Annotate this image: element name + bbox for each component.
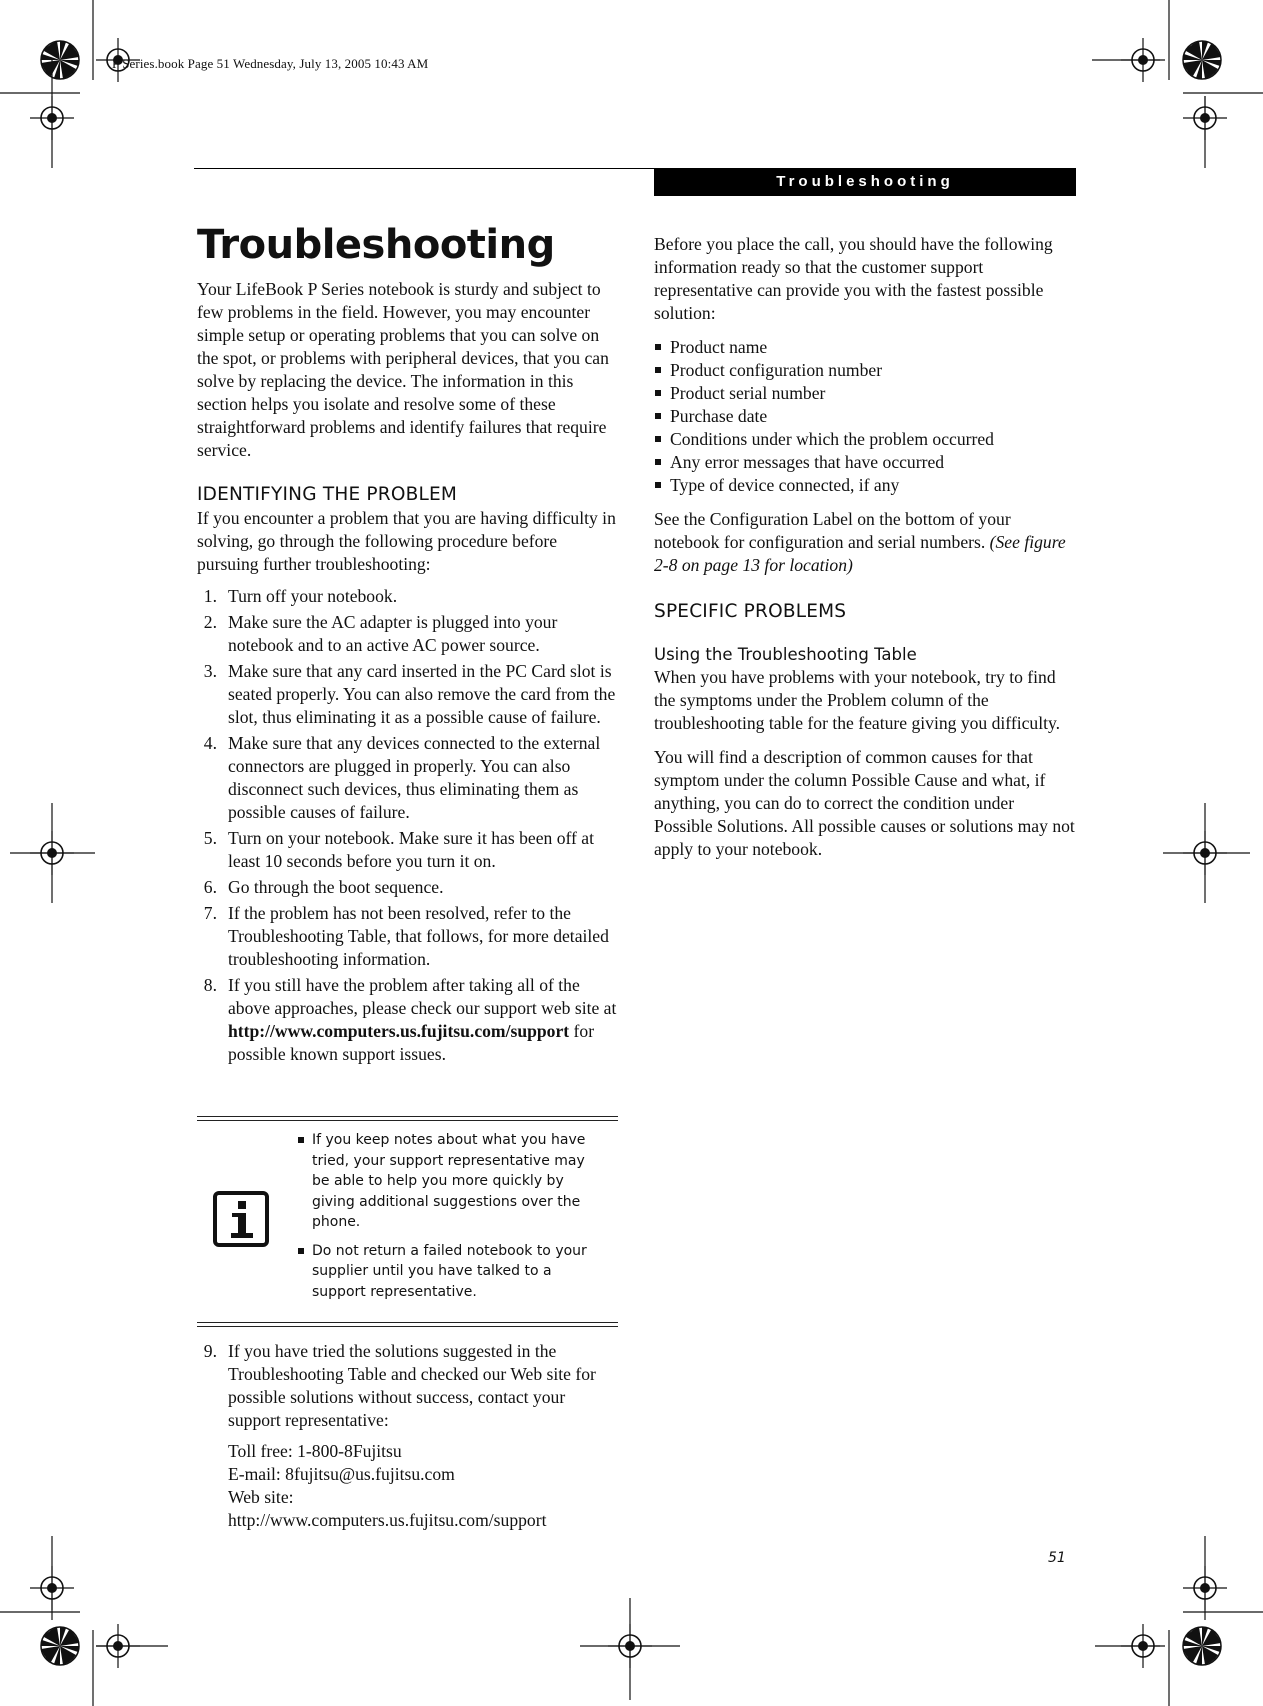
running-header: Troubleshooting — [654, 168, 1076, 196]
star-mark-icon — [41, 41, 79, 79]
web-url-link[interactable]: http://www.computers.us.fujitsu.com/support — [228, 1510, 547, 1530]
left-column-continued — [197, 1340, 617, 1532]
star-mark-icon — [1183, 1627, 1221, 1665]
contact-info — [197, 1440, 617, 1532]
web-label: Web site: — [228, 1487, 294, 1507]
star-mark-icon — [1183, 41, 1221, 79]
specific-problems-heading: SPECIFIC PROBLEMS — [654, 601, 847, 622]
procedure-steps-continued — [197, 1340, 617, 1432]
page-number: 51 — [1048, 1550, 1066, 1566]
info-list — [654, 336, 1076, 497]
info-icon — [213, 1191, 269, 1247]
list-item: 7. If the problem has not been resolved, refer to the Troubleshooting Table, that follows, for more detailed troubleshooting information. — [203, 903, 609, 969]
list-item: 3. Make sure that any card inserted in the PC Card slot is seated properly. You can also remove the card from the slot, thus eliminating it as a possible cause of failure. — [203, 661, 616, 727]
figure-reference: (See figure 2-8 on page 13 for location) — [654, 532, 1066, 575]
list-item: Product name — [654, 336, 1076, 359]
toll-free: Toll free: 1-800-8Fujitsu — [228, 1441, 402, 1461]
identifying-lead: If you encounter a problem that you are having difficulty in solving, go through the following procedure before pursuing further troubleshooting: — [197, 508, 616, 574]
list-item: 2. Make sure the AC adapter is plugged into your notebook and to an active AC power source. — [203, 612, 558, 655]
note-list — [298, 1130, 598, 1310]
print-slug: P Series.book Page 51 Wednesday, July 13, 2005 10:43 AM — [112, 56, 429, 71]
intro-paragraph: Your LifeBook P Series notebook is sturdy and subject to few problems in the field. However, you may encounter simple setup or operating problems that you can solve on the spot, or problems with peripheral devices, that you can solve by replacing the device. The information in this section helps you isolate and resolve some of these straightforward problems and identify failures that require service. — [197, 279, 609, 460]
note-box — [197, 1116, 618, 1328]
page-title: Troubleshooting — [197, 222, 555, 268]
email: E-mail: 8fujitsu@us.fujitsu.com — [228, 1464, 455, 1484]
list-item: Conditions under which the problem occurred — [654, 428, 1076, 451]
causes-paragraph: You will find a description of common causes for that symptom under the column Possible Cause and what, if anything, you can do to correct the condition under Possible Solutions. All possible causes or solutions may not apply to your notebook. — [654, 747, 1075, 859]
identifying-heading: IDENTIFYING THE PROBLEM — [197, 484, 458, 505]
list-item: Type of device connected, if any — [654, 474, 1076, 497]
using-table-paragraph: When you have problems with your notebook, try to find the symptoms under the Problem column of the troubleshooting table for the feature giving you difficulty. — [654, 667, 1061, 733]
list-item: 1. Turn off your notebook. — [203, 586, 398, 606]
list-item: 5. Turn on your notebook. Make sure it has been off at least 10 seconds before you turn it on. — [203, 828, 594, 871]
note-item: If you keep notes about what you have tried, your support representative may be able to help you more quickly by giving additional suggestions over the phone. — [298, 1130, 598, 1233]
list-item: Any error messages that have occurred — [654, 451, 1076, 474]
using-table-heading: Using the Troubleshooting Table — [654, 645, 917, 664]
list-item: Product configuration number — [654, 359, 1076, 382]
list-item: Product serial number — [654, 382, 1076, 405]
left-column — [197, 278, 617, 1069]
config-label-paragraph: See the Configuration Label on the bottom of your notebook for configuration and serial numbers. (See figure 2-8 on page 13 for location) — [654, 509, 1066, 575]
list-item: 9. If you have tried the solutions suggested in the Troubleshooting Table and checked our Web site for possible solutions without success, contact your support representative: — [203, 1341, 596, 1430]
before-call-paragraph: Before you place the call, you should have the following information ready so that the customer support representative can provide you with the fastest possible solution: — [654, 234, 1053, 323]
list-item: Purchase date — [654, 405, 1076, 428]
right-column — [654, 233, 1076, 861]
list-item: 4. Make sure that any devices connected to the external connectors are plugged in properly. You can also disconnect such devices, thus eliminating them as possible causes of failure. — [203, 733, 601, 822]
note-item: Do not return a failed notebook to your supplier until you have talked to a support representative. — [298, 1241, 598, 1303]
procedure-steps — [197, 585, 617, 1066]
header-rule — [194, 168, 654, 169]
list-item: 6. Go through the boot sequence. — [203, 877, 444, 897]
support-url-link[interactable]: http://www.computers.us.fujitsu.com/support — [228, 1021, 570, 1041]
list-item: 8. If you still have the problem after taking all of the above approaches, please check our support web site at http://www.computers.us.fujitsu.com/support for possible known support issues. — [203, 975, 617, 1064]
star-mark-icon — [41, 1627, 79, 1665]
